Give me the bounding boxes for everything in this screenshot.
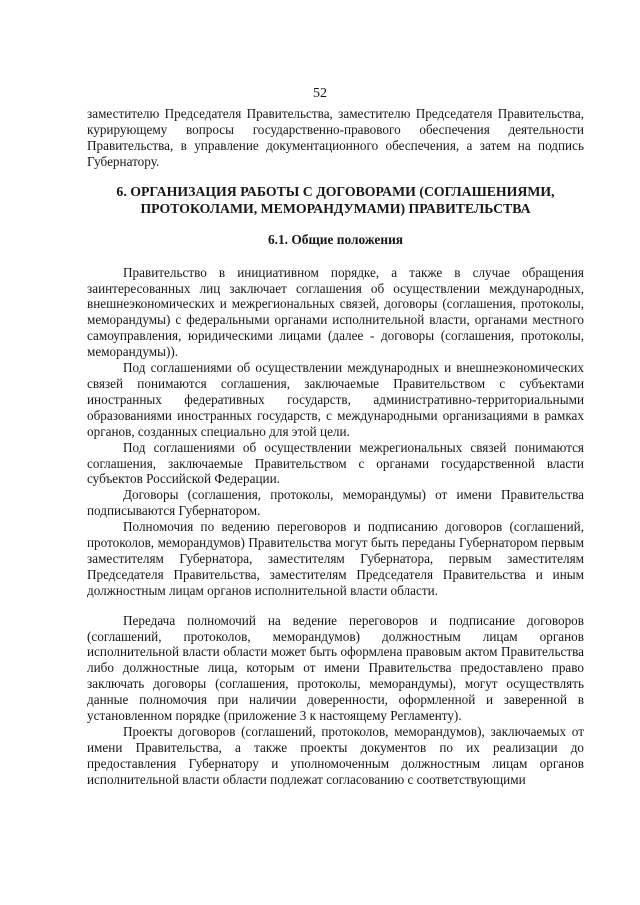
subsection-title: 6.1. Общие положения <box>267 231 404 247</box>
page-number: 52 <box>313 86 327 101</box>
intro-paragraph: заместителю Председателя Правительства, заместителю Председателя Правительства, курирующему вопросы государственно-правового обеспечения деятельности Правительства, в управление документационного обеспечения, а затем на подпись Губернатору. <box>87 106 584 169</box>
paragraph: Под соглашениями об осуществлении международных и внешнеэкономических связей понимаются соглашения, заключаемые Правительством с субъектами иностранных федеративных государств, административно-территориальными образованиями иностранных государств, с международными организациями в рамках органов, созданных специально для этой цели. <box>87 360 584 439</box>
paragraph: Правительство в инициативном порядке, а также в случае обращения заинтересованных лиц заключает соглашения об осуществлении международных, внешнеэкономических и межрегиональных связей, договоры (соглашения, протоколы, меморандумы) с федеральными органами исполнительной власти, органами местного самоуправления, юридическими лицами (далее - договоры (соглашения, протоколы, меморандумы)). <box>87 264 584 360</box>
paragraph: Договоры (соглашения, протоколы, меморандумы) от имени Правительства подписываются Губернатором. <box>87 487 584 519</box>
paragraph: Под соглашениями об осуществлении межрегиональных связей понимаются соглашения, заключаемые Правительством с органами государственной власти субъектов Российской Федерации. <box>87 439 584 487</box>
document-body <box>87 106 584 788</box>
paragraph: Передача полномочий на ведение переговоров и подписание договоров (соглашений, протоколов, меморандумов) должностным лицам органов исполнительной власти области может быть оформлена правовым актом Правительства либо должностные лица, которым от имени Правительства предоставлено право заключать договоры (соглашения, протоколы, меморандумы), могут осуществлять данные полномочия при наличии доверенности, оформленной и заверенной в установленном порядке (приложение 3 к настоящему Регламенту). <box>87 612 584 724</box>
paragraph: Проекты договоров (соглашений, протоколов, меморандумов), заключаемых от имени Правительства, а также проекты документов по их реализации до предоставления Губернатору и уполномоченным должностным лицам органов исполнительной власти области подлежат согласованию с соответствующими <box>87 724 584 787</box>
section-title: 6. ОРГАНИЗАЦИЯ РАБОТЫ С ДОГОВОРАМИ (СОГЛАШЕНИЯМИ, ПРОТОКОЛАМИ, МЕМОРАНДУМАМИ) ПРАВИТЕЛЬСТВА <box>116 183 555 216</box>
paragraph: Полномочия по ведению переговоров и подписанию договоров (соглашений, протоколов, меморандумов) Правительства могут быть переданы Губернатором первым заместителям Губернатора, заместителям Губернатора, первым заместителям Председателя Правительства, заместителям Председателя Правительства и иным должностным лицам органов исполнительной власти области. <box>87 519 584 598</box>
